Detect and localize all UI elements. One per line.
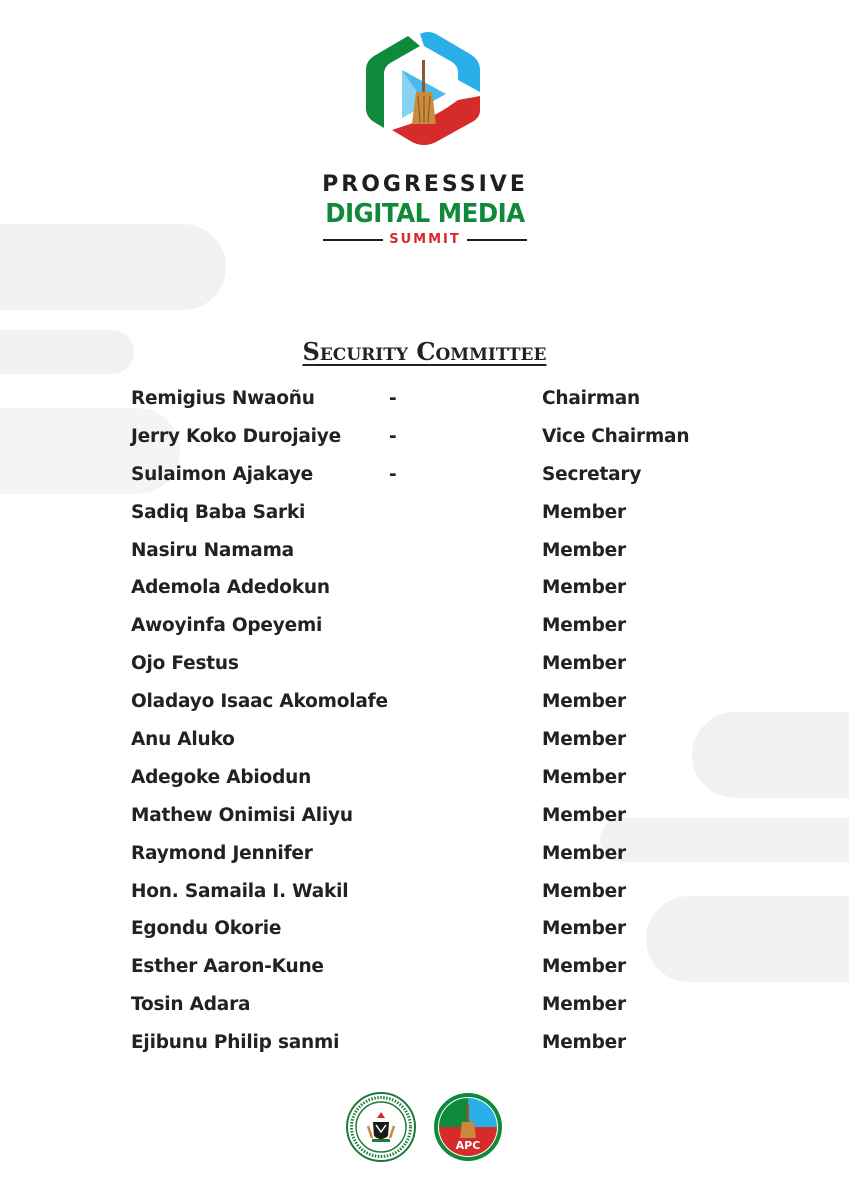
member-role: Member (542, 615, 626, 637)
member-role: Member (542, 653, 626, 675)
member-name: Sulaimon Ajakaye (131, 463, 314, 485)
member-role: Member (542, 539, 626, 561)
wordmark-summit: SUMMIT (389, 232, 461, 247)
member-role: Chairman (542, 388, 641, 409)
member-row (131, 649, 751, 687)
member-row (131, 763, 751, 801)
member-row (131, 536, 751, 574)
committee-title (0, 338, 849, 366)
member-name: Adegoke Abiodun (131, 766, 312, 788)
member-role: Member (542, 501, 626, 523)
wordmark-progressive: PROGRESSIVE (322, 172, 528, 197)
member-role: Member (542, 842, 626, 864)
decor-pill-left-1 (0, 224, 226, 310)
member-name: Jerry Koko Durojaiye (131, 425, 341, 447)
member-role: Member (542, 994, 626, 1016)
member-row (131, 687, 751, 725)
member-role: Member (542, 766, 626, 788)
member-row (131, 422, 751, 460)
member-row (131, 384, 751, 422)
committee-title-text: Security Committee (302, 337, 547, 366)
member-name: Sadiq Baba Sarki (131, 501, 306, 523)
member-row (131, 573, 751, 611)
member-dash: - (389, 388, 397, 409)
member-name: Awoyinfa Opeyemi (131, 615, 323, 637)
member-name: Esther Aaron-Kune (131, 956, 324, 978)
wordmark-summit-row (300, 232, 550, 248)
member-name: Egondu Okorie (131, 918, 282, 940)
member-list (131, 384, 751, 1066)
member-name: Oladayo Isaac Akomolafe (131, 691, 388, 713)
member-row (131, 498, 751, 536)
presidency-seal-icon (346, 1092, 416, 1162)
member-row (131, 839, 751, 877)
member-name: Mathew Onimisi Aliyu (131, 804, 353, 826)
member-role: Member (542, 1032, 626, 1054)
summit-wordmark (300, 172, 550, 248)
wordmark-digital-media: DIGITAL MEDIA (325, 199, 525, 229)
member-role: Member (542, 804, 626, 826)
member-role: Member (542, 729, 626, 751)
member-name: Ojo Festus (131, 653, 239, 675)
member-name: Ademola Adedokun (131, 577, 330, 599)
member-name: Hon. Samaila I. Wakil (131, 880, 349, 902)
member-row (131, 952, 751, 990)
apc-label: APC (455, 1139, 481, 1152)
member-role: Member (542, 577, 626, 599)
summit-logo-icon (362, 30, 486, 148)
member-row (131, 725, 751, 763)
member-dash: - (389, 463, 397, 485)
member-role: Member (542, 691, 626, 713)
member-role: Member (542, 956, 626, 978)
member-name: Remigius Nwaoñu (131, 388, 315, 409)
apc-logo-icon (433, 1092, 503, 1162)
member-dash: - (389, 425, 397, 447)
member-name: Anu Aluko (131, 729, 235, 751)
member-name: Tosin Adara (131, 994, 251, 1016)
member-role: Vice Chairman (542, 425, 690, 447)
member-name: Ejibunu Philip sanmi (131, 1032, 340, 1054)
member-row (131, 914, 751, 952)
member-row (131, 611, 751, 649)
wordmark-rule-right (467, 239, 527, 241)
member-role: Member (542, 880, 626, 902)
member-row (131, 877, 751, 915)
wordmark-rule-left (323, 239, 383, 241)
member-name: Raymond Jennifer (131, 842, 313, 864)
member-row (131, 1028, 751, 1066)
member-row (131, 460, 751, 498)
member-name: Nasiru Namama (131, 539, 294, 561)
member-row (131, 801, 751, 839)
member-role: Secretary (542, 463, 642, 485)
member-role: Member (542, 918, 626, 940)
member-row (131, 990, 751, 1028)
